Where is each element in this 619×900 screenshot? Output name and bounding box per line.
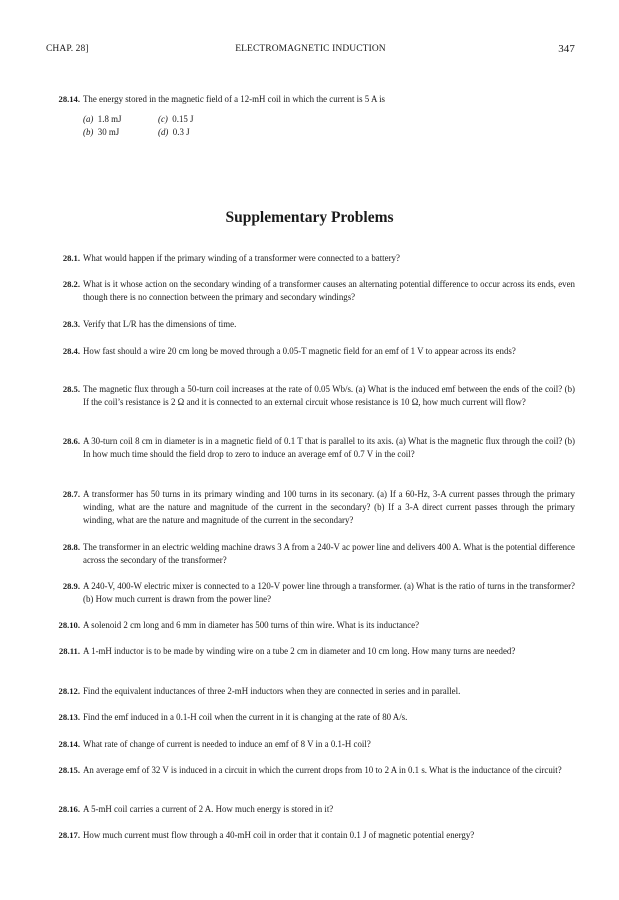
problem-number: 28.12. [58, 686, 80, 696]
problem-text: The energy stored in the magnetic field of a 12-mH coil in which the current is 5 A is [83, 94, 385, 104]
problem-text: A transformer has 50 turns in its primary winding and 100 turns in its seconary. (a) If a 60-Hz, 3-A current passes through the primary winding, what are the nature and magnitude of the current in the secondary? (b) If a 3-A direct current passes through the primary winding, what are the nature and magnitude of the current in the secondary? [83, 489, 575, 525]
problem-number: 28.14. [58, 94, 80, 104]
problem-28-8 [46, 541, 575, 567]
problem-text: An average emf of 32 V is induced in a circuit in which the current drops from 10 to 2 A in 0.1 s. What is the inductance of the circuit? [83, 765, 562, 775]
problem-28-11 [46, 645, 575, 658]
problem-text: What rate of change of current is needed to induce an emf of 8 V in a 0.1-H coil? [83, 739, 371, 749]
problem-28-9 [46, 580, 575, 606]
choice-c: (c) 0.15 J [158, 114, 194, 124]
problem-text: How fast should a wire 20 cm long be moved through a 0.05-T magnetic field for an emf of 1 V to appear across its ends? [83, 346, 516, 356]
problem-28-7 [46, 488, 575, 527]
problem-number: 28.7. [62, 489, 80, 499]
choice-b: (b) 30 mJ [83, 127, 120, 137]
problem-28-5 [46, 383, 575, 409]
chapter-label: CHAP. 28] [46, 44, 89, 54]
problem-28-6 [46, 435, 575, 461]
problem-text: Find the emf induced in a 0.1-H coil when the current in it is changing at the rate of 80 A/s. [83, 712, 408, 722]
problem-number: 28.5. [62, 384, 80, 394]
running-header [46, 44, 575, 58]
problem-text: The transformer in an electric welding machine draws 3 A from a 240-V ac power line and delivers 400 A. What is the potential difference across the secondary of the transformer? [83, 542, 575, 565]
problem-text: The magnetic flux through a 50-turn coil increases at the rate of 0.05 Wb/s. (a) What is the induced emf between the ends of the coil? (b) If the coil’s resistance is 2 Ω and it is connected to an external circuit whose resistance is 10 Ω, how much current will flow? [83, 384, 575, 407]
problem-text: What would happen if the primary winding of a transformer were connected to a battery? [83, 253, 400, 263]
problem-number: 28.2. [62, 279, 80, 289]
problem-number: 28.16. [58, 804, 80, 814]
problem-28-17 [46, 829, 575, 842]
problem-number: 28.1. [62, 253, 80, 263]
choice-a: (a) 1.8 mJ [83, 114, 122, 124]
problem-number: 28.3. [62, 319, 80, 329]
problem-number: 28.17. [58, 830, 80, 840]
problem-28-13 [46, 711, 575, 724]
problem-text: How much current must flow through a 40-mH coil in order that it contain 0.1 J of magnetic potential energy? [83, 830, 475, 840]
problem-28-1 [46, 252, 575, 265]
problem-28-2 [46, 278, 575, 304]
problem-28-14 [46, 738, 575, 751]
chapter-title: ELECTROMAGNETIC INDUCTION [235, 44, 386, 54]
problem-text: Verify that L/R has the dimensions of time. [83, 319, 237, 329]
problem-28-12 [46, 685, 575, 698]
problem-text: A 30-turn coil 8 cm in diameter is in a magnetic field of 0.1 T that is parallel to its axis. (a) What is the magnetic flux through the coil? (b) In how much time should the field drop to zero to induce an average emf of 0.7 V in the coil? [83, 436, 575, 459]
problem-28-3 [46, 318, 575, 331]
section-title: Supplementary Problems [225, 209, 394, 226]
problem-number: 28.14. [58, 739, 80, 749]
problem-number: 28.9. [62, 581, 80, 591]
problem-28-15 [46, 764, 575, 777]
problem-number: 28.15. [58, 765, 80, 775]
problem-number: 28.4. [62, 346, 80, 356]
problem-number: 28.11. [58, 646, 80, 656]
problem-number: 28.6. [62, 436, 80, 446]
problem-text: A 5-mH coil carries a current of 2 A. How much energy is stored in it? [83, 804, 334, 814]
problem-text: What is it whose action on the secondary winding of a transformer causes an alternating potential difference to occur across its ends, even though there is no connection between the primary and secondary windings? [83, 279, 575, 302]
problem-text: A 240-V, 400-W electric mixer is connected to a 120-V power line through a transformer. (a) What is the ratio of turns in the transformer? (b) How much current is drawn from the power line? [83, 581, 575, 604]
choice-d: (d) 0.3 J [158, 127, 190, 137]
problem-number: 28.10. [58, 620, 80, 630]
problem-28-14-multiple-choice [46, 93, 575, 106]
problem-number: 28.13. [58, 712, 80, 722]
problem-text: A 1-mH inductor is to be made by winding wire on a tube 2 cm in diameter and 10 cm long. How many turns are needed? [83, 646, 516, 656]
problem-28-10 [46, 619, 575, 632]
page-number: 347 [558, 43, 575, 55]
problem-number: 28.8. [62, 542, 80, 552]
problem-text: Find the equivalent inductances of three 2-mH inductors when they are connected in series and in parallel. [83, 686, 461, 696]
problem-28-16 [46, 803, 575, 816]
problem-text: A solenoid 2 cm long and 6 mm in diameter has 500 turns of thin wire. What is its inductance? [83, 620, 420, 630]
problem-28-4 [46, 345, 575, 358]
